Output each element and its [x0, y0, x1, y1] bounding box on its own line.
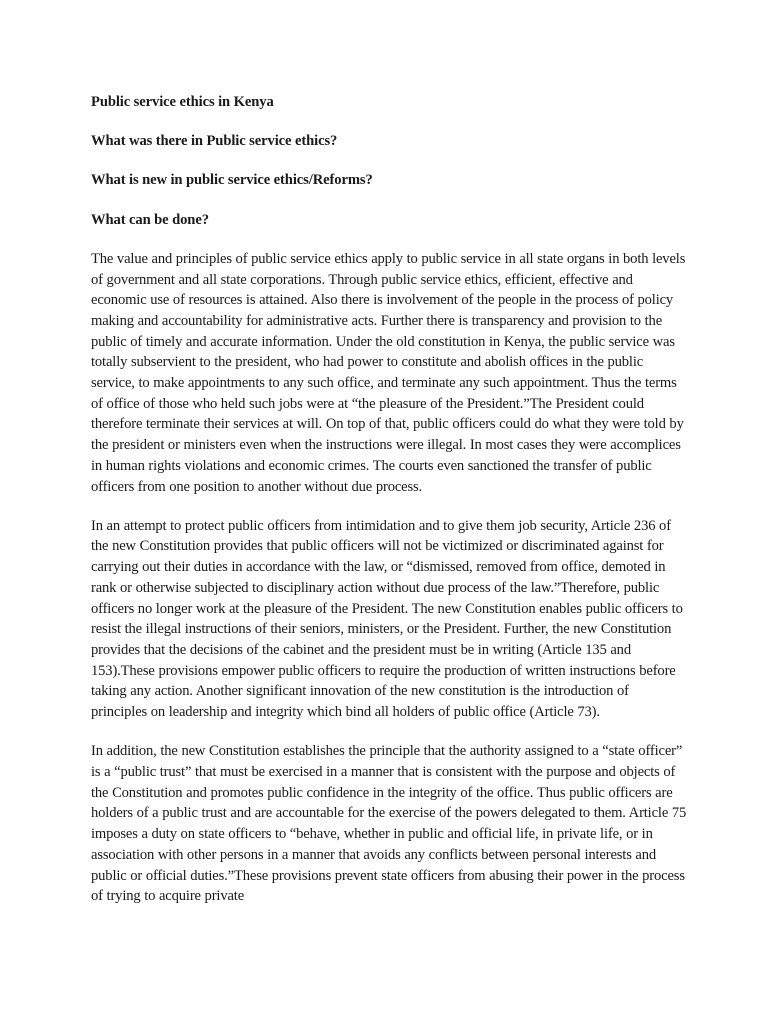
paragraph-article-236: In an attempt to protect public officers from intimidation and to give them job security, Article 236 of the new Constitution provides that public officers will not be victimized or discriminated against for carrying out their duties in accordance with the law, or “dismissed, removed from office, demoted in rank or otherwise subjected to disciplinary action without due process of the law.”Therefore, public officers no longer work at the pleasure of the President. The new Constitution enables public officers to resist the illegal instructions of their seniors, ministers, or the President. Further, the new Constitution provides that the decisions of the cabinet and the president must be in writing (Article 135 and 153).These provisions empower public officers to require the production of written instructions before taking any action. Another significant innovation of the new constitution is the introduction of principles on leadership and integrity which bind all holders of public office (Article 73). — [91, 517, 683, 721]
paragraph-old-constitution: The value and principles of public service ethics apply to public service in all state organs in both levels of government and all state corporations. Through public service ethics, efficient, effective and economic use of resources is attained. Also there is involvement of the people in the process of policy making and accountability for administrative acts. Further there is transparency and provision to the public of timely and accurate information. Under the old constitution in Kenya, the public service was totally subservient to the president, who had power to constitute and abolish offices in the public service, to make appointments to any such office, and terminate any such appointment. Thus the terms of office of those who held such jobs were at “the pleasure of the President.”The President could therefore terminate their services at will. On top of that, public officers could do what they were told by the president or ministers even when the instructions were illegal. In most cases they were accomplices in human rights violations and economic crimes. The courts even sanctioned the transfer of public officers from one position to another without due process. — [91, 250, 686, 495]
question-heading-past: What was there in Public service ethics? — [91, 133, 338, 150]
document-page — [91, 92, 687, 907]
question-heading-action: What can be done? — [91, 211, 209, 228]
question-heading-new: What is new in public service ethics/Reforms? — [91, 172, 373, 189]
paragraph-public-trust: In addition, the new Constitution establishes the principle that the authority assigned to a “state officer” is a “public trust” that must be exercised in a manner that is consistent with the purpose and objects of the Constitution and promotes public confidence in the integrity of the office. Thus public officers are holders of a public trust and are accountable for the exercise of the powers delegated to them. Article 75 imposes a duty on state officers to “behave, whether in public and official life, in private life, or in association with other persons in a manner that avoids any conflicts between personal interests and public or official duties.”These provisions prevent state officers from abusing their power in the process of trying to acquire private — [91, 743, 687, 905]
document-title: Public service ethics in Kenya — [91, 94, 274, 110]
